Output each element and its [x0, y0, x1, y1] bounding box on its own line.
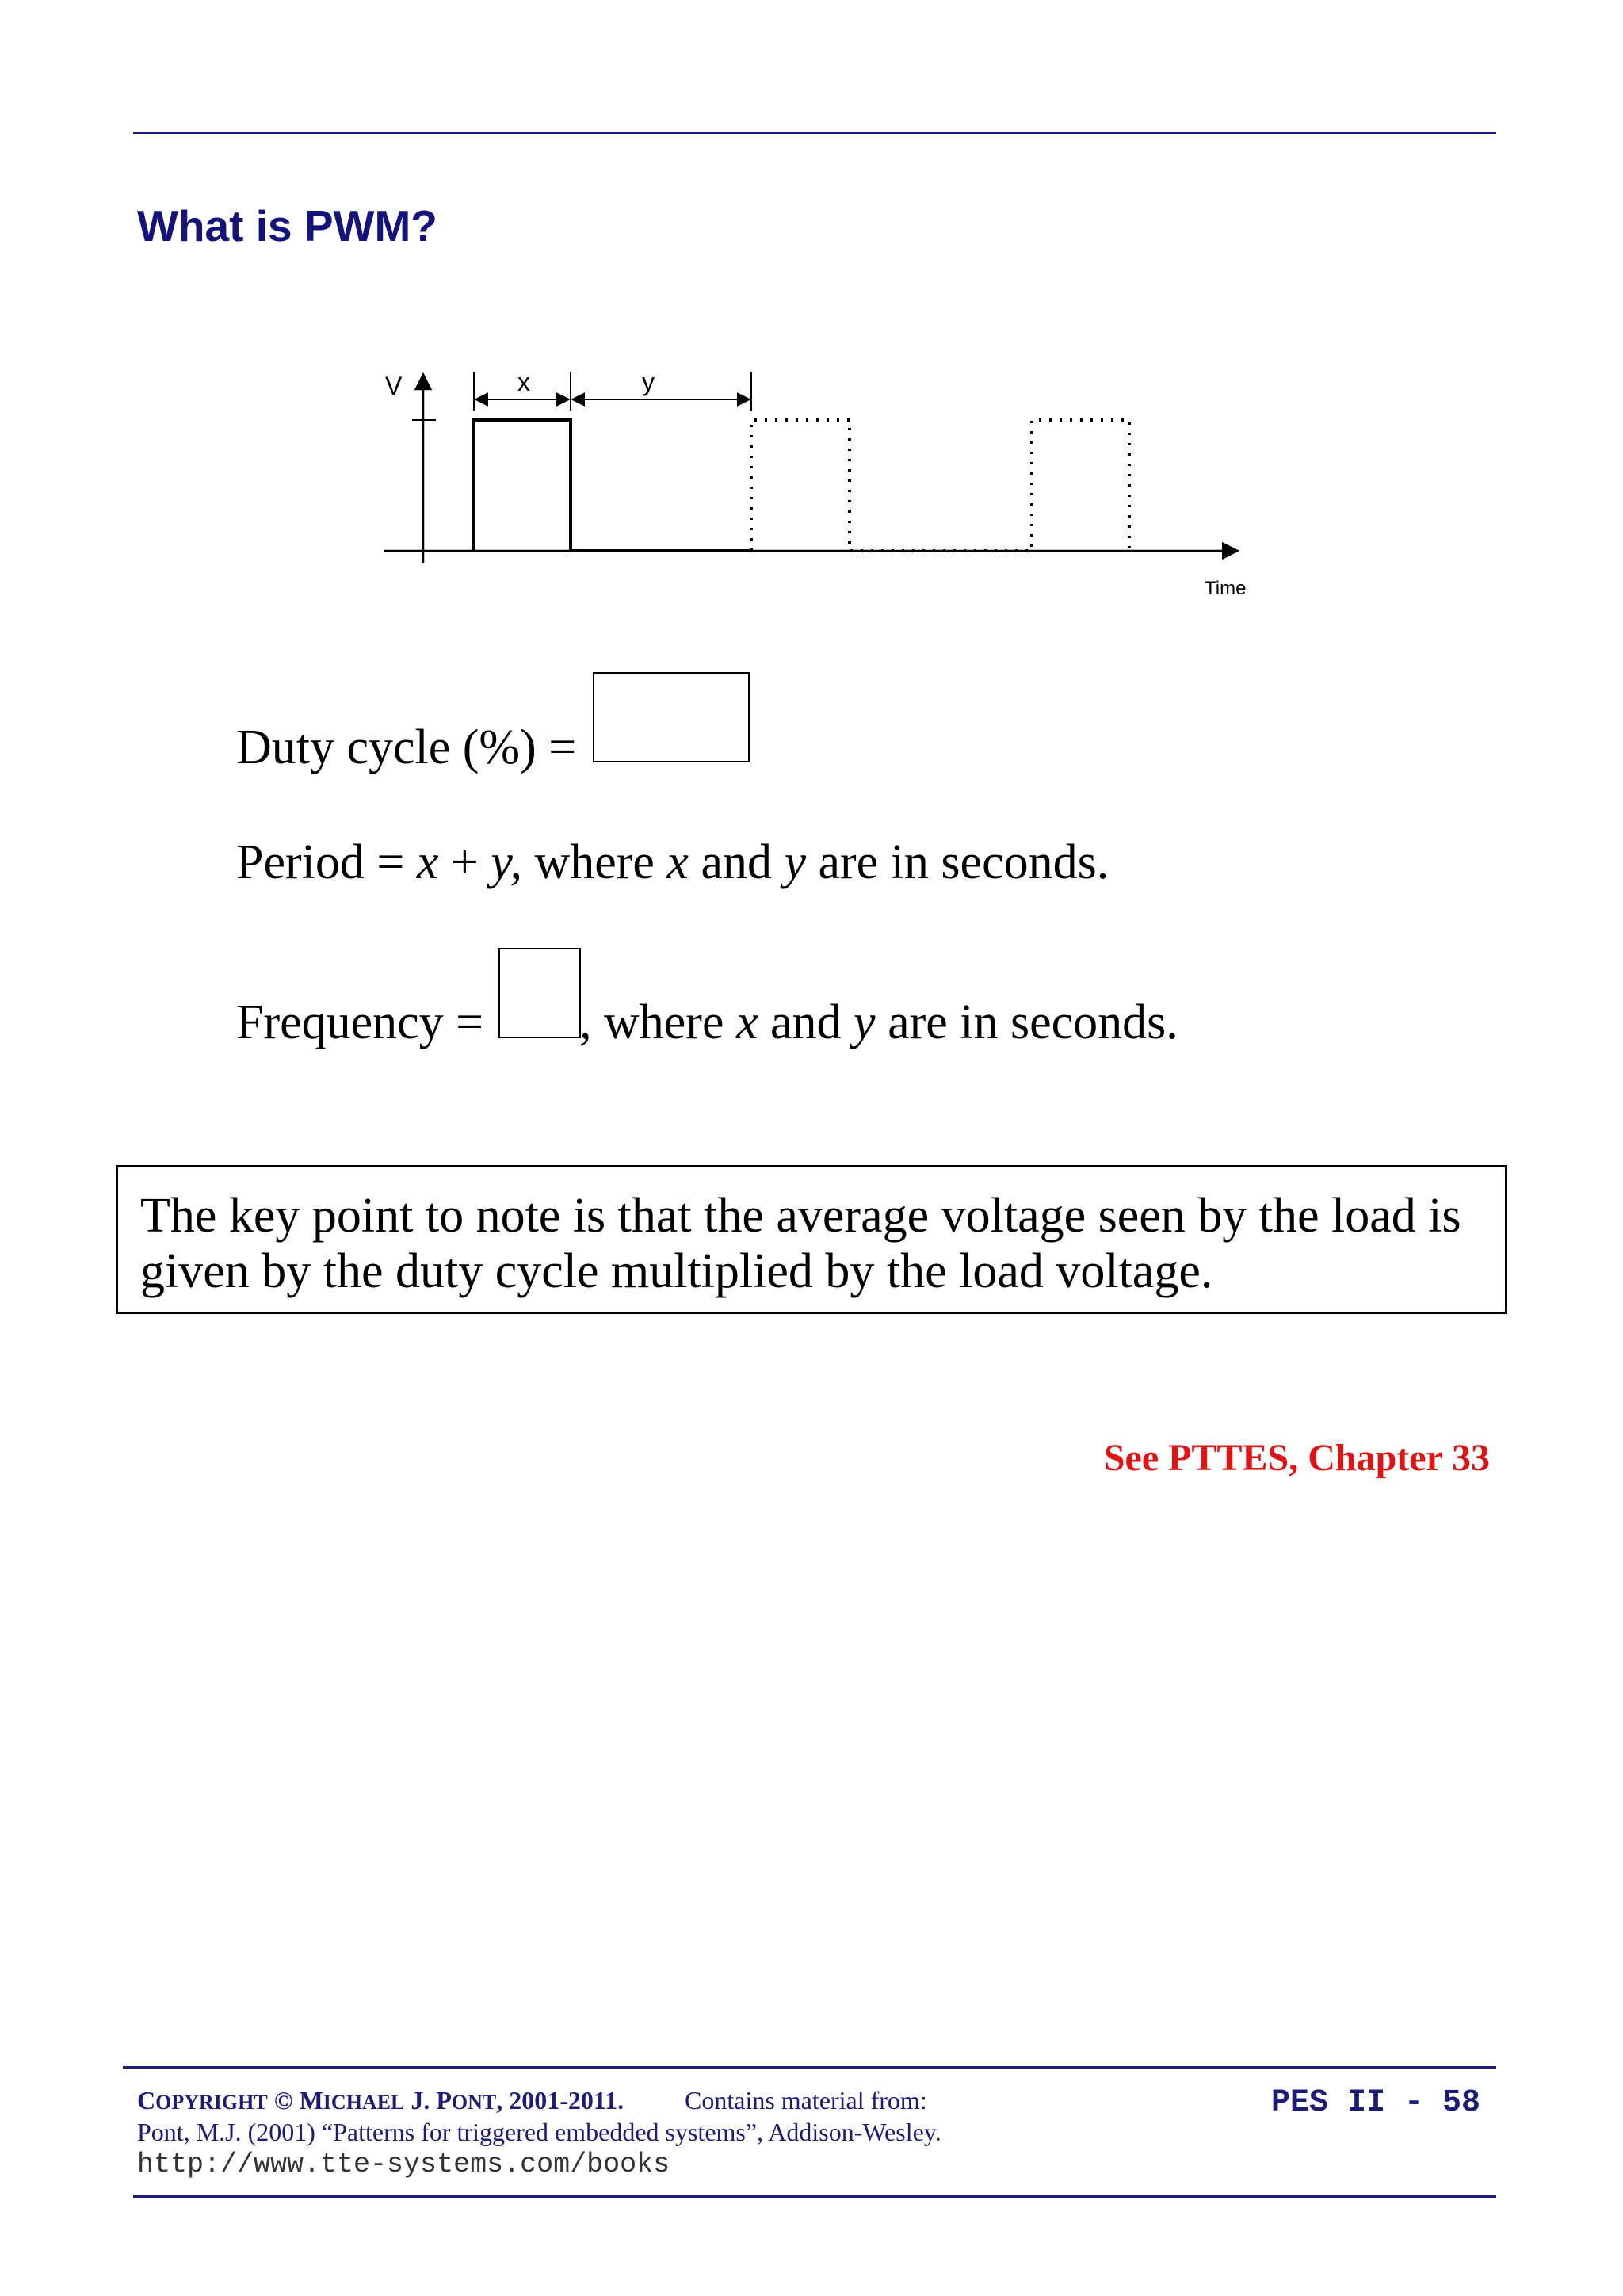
- period-var-y: y: [491, 835, 510, 889]
- footer-citation: Pont, M.J. (2001) “Patterns for triggered embedded systems”, Addison-Wesley.: [137, 2118, 941, 2146]
- key-point-box: [116, 1165, 1507, 1314]
- author-ichael: ICHAEL: [323, 2091, 405, 2114]
- pwm-pulse-solid: [474, 420, 751, 551]
- author-j: J. P: [404, 2086, 452, 2115]
- period-var-x: x: [416, 835, 439, 889]
- frequency-formula: Frequency =: [236, 995, 484, 1049]
- frequency-blank-box: [498, 948, 581, 1038]
- copyright-years: , 2001-2011.: [496, 2086, 624, 2115]
- period-where: where: [521, 835, 667, 889]
- key-point-line-1: The key point to note is that the average voltage seen by the load is: [140, 1189, 1461, 1243]
- chapter-reference: See PTTES, Chapter 33: [1103, 1437, 1490, 1479]
- copyright-c: C: [137, 2086, 156, 2115]
- frequency-comma: [579, 995, 592, 1049]
- page-title: What is PWM?: [137, 201, 437, 250]
- period-plus: +: [438, 835, 491, 889]
- footer-copyright: [137, 2088, 624, 2113]
- footer-url[interactable]: http://www.tte-systems.com/books: [137, 2149, 670, 2180]
- period-formula: [236, 835, 1109, 889]
- copyright-rest: OPYRIGHT: [155, 2091, 268, 2114]
- frequency-where-clause: [604, 995, 1178, 1049]
- period-prefix: Period =: [236, 835, 417, 889]
- footer-bottom-rule: [133, 2195, 1496, 2198]
- period-comma: ,: [510, 835, 522, 889]
- page-number: PES II - 58: [1270, 2085, 1480, 2121]
- period-where-x: x: [666, 835, 689, 889]
- freq-where-x: x: [735, 995, 758, 1049]
- freq-where: where: [604, 995, 736, 1049]
- period-where-y: y: [784, 835, 807, 889]
- footer-contains: Contains material from:: [685, 2086, 927, 2115]
- x-dimension-label: x: [517, 368, 530, 396]
- freq-where-y: y: [854, 995, 876, 1049]
- freq-and: and: [758, 995, 854, 1049]
- x-axis-label: Time: [1205, 578, 1247, 599]
- period-and: and: [688, 835, 785, 889]
- period-seconds: are in seconds.: [806, 835, 1109, 889]
- duty-cycle-formula: Duty cycle (%) =: [236, 720, 577, 774]
- freq-seconds: are in seconds.: [875, 995, 1178, 1049]
- top-rule: [133, 132, 1496, 134]
- y-dimension-label: y: [642, 368, 655, 396]
- author-m: M: [299, 2086, 323, 2115]
- footer-top-rule: [123, 2066, 1496, 2069]
- key-point-line-2: given by the duty cycle multiplied by the load voltage.: [140, 1244, 1213, 1298]
- frequency-comma-text: ,: [579, 995, 592, 1049]
- pwm-waveform-diagram: [372, 363, 1268, 601]
- y-axis-label: V: [385, 372, 403, 400]
- pwm-pulse-dotted: [751, 420, 1129, 551]
- copyright-symbol: ©: [267, 2086, 300, 2115]
- duty-cycle-blank-box: [593, 672, 750, 762]
- author-ont: ONT: [451, 2091, 497, 2114]
